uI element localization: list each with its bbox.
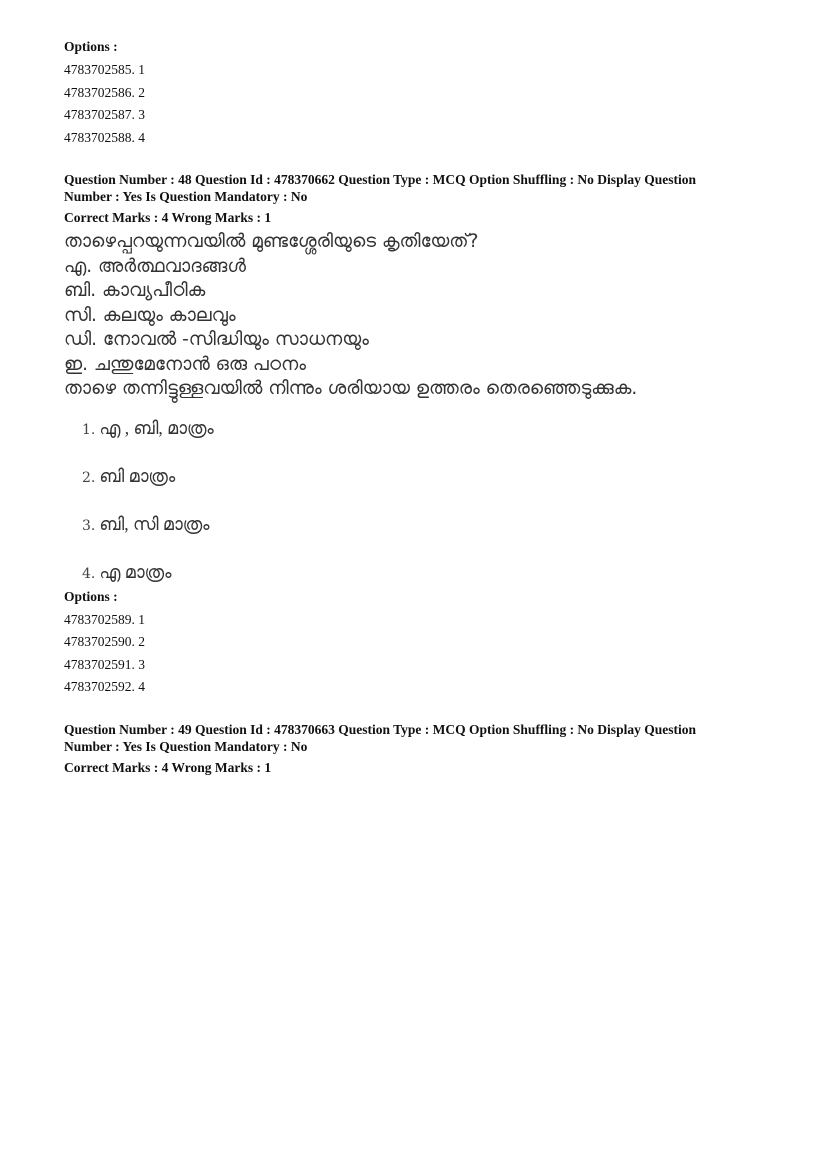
- answer-choice: 1. എ , ബി, മാത്രം: [82, 417, 214, 438]
- question-text-line: താഴെപ്പറയുന്നവയിൽ മുണ്ടശ്ശേരിയുടെ കൃതിയേത്?: [64, 231, 479, 252]
- question-48-options-list: [64, 609, 764, 699]
- question-text-line: ഇ. ചന്തുമേനോൻ ഒരു പഠനം: [64, 353, 306, 375]
- option-id: 4783702587. 3: [64, 107, 145, 122]
- previous-options-list: [64, 59, 764, 149]
- options-label: Options :: [64, 39, 118, 54]
- question-meta-line: Question Number : 49 Question Id : 478370663 Question Type : MCQ Option Shuffling : No Display Question: [64, 721, 696, 737]
- question-text-line: ബി. കാവ്യപീഠിക: [64, 280, 206, 301]
- options-label: Options :: [64, 588, 118, 604]
- option-id: 4783702588. 4: [64, 129, 145, 145]
- question-49-marks: Correct Marks : 4 Wrong Marks : 1: [64, 759, 272, 775]
- question-text-line: സി. കലയും കാലവും: [64, 304, 236, 326]
- question-48-meta: [64, 171, 764, 205]
- question-48-choices: [82, 416, 764, 586]
- question-48-marks: Correct Marks : 4 Wrong Marks : 1: [64, 210, 272, 225]
- question-text-line: എ. അർത്ഥവാദങ്ങൾ: [64, 255, 246, 277]
- option-id: 4783702590. 2: [64, 634, 145, 649]
- question-49-meta: [64, 721, 764, 755]
- question-meta-line: Number : Yes Is Question Mandatory : No: [64, 189, 308, 204]
- option-id: 4783702585. 1: [64, 62, 145, 77]
- option-id: 4783702591. 3: [64, 656, 145, 672]
- document-page: [64, 38, 764, 776]
- question-meta-line: Question Number : 48 Question Id : 478370662 Question Type : MCQ Option Shuffling : No Display Question: [64, 172, 696, 187]
- question-meta-line: Number : Yes Is Question Mandatory : No: [64, 738, 308, 754]
- option-id: 4783702586. 2: [64, 84, 145, 100]
- answer-choice: 3. ബി, സി മാത്രം: [82, 513, 210, 534]
- question-text-line: താഴെ തന്നിട്ടുള്ളവയിൽ നിന്നും ശരിയായ ഉത്തരം തെരഞ്ഞെടുക്കുക.: [64, 378, 638, 399]
- option-id: 4783702589. 1: [64, 611, 145, 627]
- option-id: 4783702592. 4: [64, 679, 145, 694]
- question-text-line: ഡി. നോവൽ -സിദ്ധിയും സാധനയും: [64, 329, 369, 350]
- question-48-body: [64, 230, 764, 402]
- answer-choice: 2. ബി മാത്രം: [82, 465, 176, 486]
- answer-choice: 4. എ മാത്രം: [82, 561, 172, 582]
